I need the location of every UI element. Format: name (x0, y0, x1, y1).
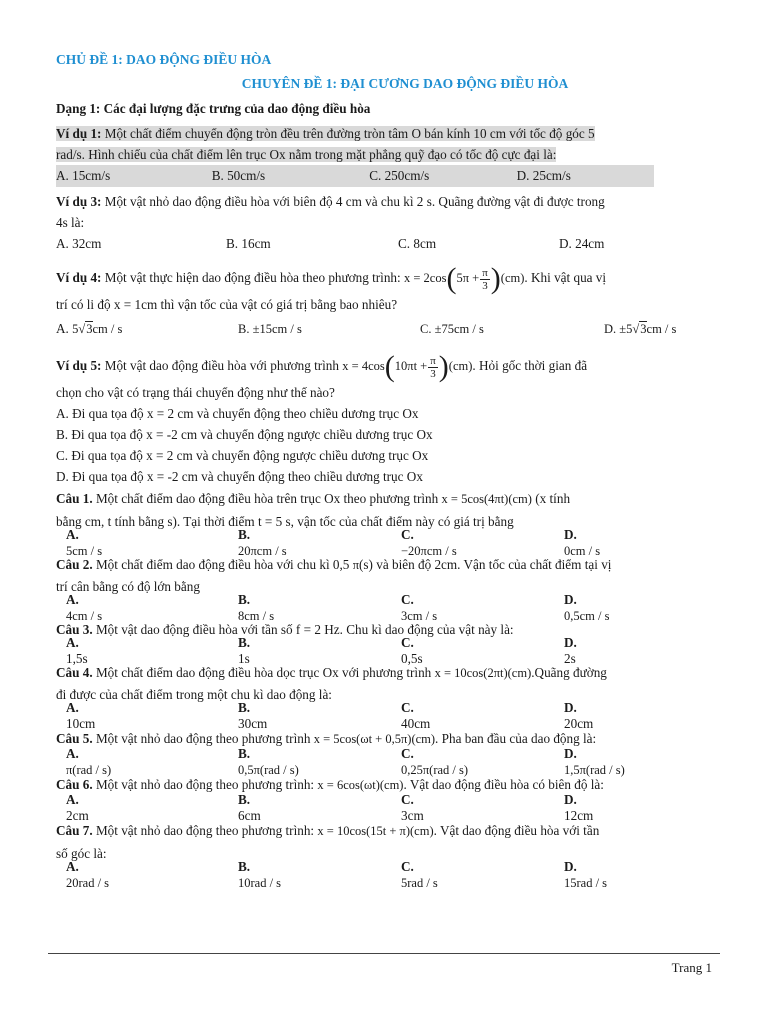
option-c: C. 3cm (401, 792, 424, 823)
equation: x = 10cos(2πt)(cm) (434, 666, 532, 680)
option-b: B. ±15cm / s (238, 321, 302, 336)
option-a: A. π(rad / s) (66, 746, 112, 777)
option-a: A. 2cm (66, 792, 89, 823)
question-text: Một vật nhỏ dao động theo phương trình (95, 731, 311, 746)
example-text: rad/s. Hình chiếu của chất điểm lên trục Ox nằm trong mặt phẳng quỹ đạo có tốc độ cực đại là: (56, 147, 557, 162)
question-text: . Vật dao động điều hòa có biên độ là: (403, 777, 604, 792)
option-d: D. 0cm / s (564, 527, 601, 558)
question-text: Một chất điểm dao động điều hòa dọc trục Ox với phương trình (95, 665, 432, 680)
question-text: đi được của chất điểm trong một chu kì dao động là: (56, 687, 332, 702)
option-c: C. 8cm (398, 236, 437, 251)
option-c: C. ±75cm / s (420, 321, 484, 336)
question-text: số góc là: (56, 846, 107, 861)
option-d: D. ±5√3cm / s (604, 322, 677, 336)
example-text: 4s là: (56, 215, 85, 230)
option-d: D. Đi qua tọa độ x = -2 cm và chuyển động theo chiều dương trục Ox (56, 469, 423, 484)
option-a: A. 4cm / s (66, 592, 103, 623)
question-text: Một vật nhỏ dao động theo phương trình: (95, 823, 315, 838)
question-options (56, 700, 714, 731)
equation: x = 4cos(10πt + $\frac{\pi}{3}$ )(cm) (342, 350, 473, 384)
example-text: . Hỏi gốc thời gian đã (472, 358, 588, 373)
question-options (56, 592, 714, 623)
option-d: D. 12cm (564, 792, 594, 823)
option-b: B. 16cm (226, 236, 271, 251)
equation: x = 6cos(ωt)(cm) (317, 778, 404, 792)
option-d: D. 0,5cm / s (564, 592, 610, 623)
option-c: C. 0,25π(rad / s) (401, 746, 469, 777)
option-d: D. 2s (564, 635, 577, 666)
question-label: Câu 1. (56, 491, 93, 506)
option-d: D. 1,5π(rad / s) (564, 746, 625, 777)
question-5 (56, 727, 714, 777)
question-7 (56, 819, 714, 890)
example-label: Ví dụ 3: (56, 194, 102, 209)
option-a: A. 15cm/s (56, 168, 111, 183)
option-b: B. 6cm (238, 792, 261, 823)
question-label: Câu 3. (56, 622, 93, 637)
example-label: Ví dụ 1: (56, 126, 102, 141)
option-b: B. 1s (238, 635, 251, 666)
option-d: D. 15rad / s (564, 859, 608, 890)
option-a: A. 32cm (56, 236, 102, 251)
option-c: C. 5rad / s (401, 859, 438, 890)
option-c: C. −20πcm / s (401, 527, 457, 558)
example-options (56, 233, 714, 255)
question-1 (56, 487, 714, 558)
question-text: trí cân bằng có độ lớn bằng (56, 579, 200, 594)
example-label: Ví dụ 5: (56, 358, 102, 373)
question-text: bằng cm, t tính bằng s). Tại thời điểm t = 5 s, vận tốc của chất điểm này có giá trị bằng (56, 514, 514, 529)
example-5 (56, 350, 714, 487)
option-a: A. Đi qua tọa độ x = 2 cm và chuyển động theo chiều dương trục Ox (56, 406, 419, 421)
example-text: chọn cho vật có trạng thái chuyển động như thế nào? (56, 385, 335, 400)
question-3 (56, 619, 714, 666)
question-label: Câu 7. (56, 823, 93, 838)
option-a: A. 5√3cm / s (56, 321, 123, 336)
equation: x = 2cos(5π + $\frac{\pi}{3}$ )(cm) (404, 262, 525, 296)
footer-divider (48, 953, 720, 954)
question-options (56, 635, 714, 666)
example-3 (56, 191, 714, 255)
example-options (56, 165, 654, 187)
example-text: trí có li độ x = 1cm thì vận tốc của vật có giá trị bằng bao nhiêu? (56, 297, 398, 312)
option-d: D. 25cm/s (516, 168, 571, 183)
equation: x = 5cos(4πt)(cm) (441, 492, 532, 506)
question-label: Câu 5. (56, 731, 93, 746)
option-a: A. 1,5s (66, 635, 88, 666)
question-label: Câu 2. (56, 557, 93, 572)
example-text: Một vật dao động điều hòa với phương trình (104, 358, 339, 373)
example-options (56, 315, 714, 343)
question-text: . Pha ban đầu của dao động là: (435, 731, 597, 746)
option-c: C. 3cm / s (401, 592, 438, 623)
option-d: D. 24cm (559, 236, 605, 251)
subtopic-heading: CHUYÊN ĐỀ 1: ĐẠI CƯƠNG DAO ĐỘNG ĐIỀU HÒA (241, 76, 569, 91)
option-a: A. 20rad / s (66, 859, 110, 890)
question-text: Một chất điểm dao động điều hòa với chu kì 0,5 (95, 557, 350, 572)
example-text: Một vật thực hiện dao động điều hòa theo phương trình: (104, 270, 401, 285)
option-c: C. 40cm (401, 700, 431, 731)
example-text: Một chất điểm chuyển động tròn đều trên đường tròn tâm O bán kính 10 cm với tốc độ góc 5 (104, 126, 595, 141)
option-b: B. 0,5π(rad / s) (238, 746, 299, 777)
option-a: A. 5cm / s (66, 527, 103, 558)
option-b: B. 50cm/s (211, 168, 266, 183)
question-options (56, 859, 714, 890)
page-number: Trang 1 (671, 960, 712, 975)
option-b: B. 10rad / s (238, 859, 282, 890)
option-d: D. 20cm (564, 700, 594, 731)
question-options (56, 792, 714, 823)
question-text: (s) và biên độ 2cm. Vận tốc của chất điểm tại vị (359, 557, 612, 572)
question-text: .Quãng đường (531, 665, 607, 680)
option-b: B. Đi qua tọa độ x = -2 cm và chuyển động ngược chiều dương trục Ox (56, 427, 433, 442)
example-4 (56, 262, 714, 343)
option-b: B. 8cm / s (238, 592, 275, 623)
equation: π (352, 558, 360, 572)
question-text: Một chất điểm dao động điều hòa trên trục Ox theo phương trình (95, 491, 439, 506)
document-page (56, 52, 714, 890)
question-options (56, 527, 714, 558)
dang-heading: Dạng 1: Các đại lượng đặc trưng của dao động điều hòa (56, 101, 371, 116)
question-text: Một vật dao động điều hòa với tần số f = 2 Hz. Chu kì dao động của vật này là: (95, 622, 514, 637)
question-4 (56, 662, 714, 731)
question-text: (x tính (535, 491, 571, 506)
option-b: B. 20πcm / s (238, 527, 287, 558)
option-c: C. Đi qua tọa độ x = 2 cm và chuyển động ngược chiều dương trục Ox (56, 448, 429, 463)
equation: x = 5cos(ωt + 0,5π)(cm) (313, 732, 436, 746)
question-6 (56, 773, 714, 823)
example-text: . Khi vật qua vị (524, 270, 607, 285)
question-text: Một vật nhỏ dao động theo phương trình: (95, 777, 315, 792)
option-c: C. 250cm/s (369, 168, 430, 183)
option-a: A. 10cm (66, 700, 96, 731)
example-1 (56, 123, 714, 187)
question-options (56, 746, 714, 777)
question-2 (56, 554, 714, 623)
example-label: Ví dụ 4: (56, 270, 102, 285)
question-label: Câu 6. (56, 777, 93, 792)
question-text: . Vật dao động điều hòa với tần (433, 823, 600, 838)
question-label: Câu 4. (56, 665, 93, 680)
option-b: B. 30cm (238, 700, 268, 731)
equation: x = 10cos(15t + π)(cm) (317, 824, 434, 838)
option-c: C. 0,5s (401, 635, 423, 666)
topic-heading: CHỦ ĐỀ 1: DAO ĐỘNG ĐIỀU HÒA (56, 52, 272, 67)
example-text: Một vật nhỏ dao động điều hòa với biên độ 4 cm và chu kì 2 s. Quãng đường vật đi được trong (104, 194, 605, 209)
